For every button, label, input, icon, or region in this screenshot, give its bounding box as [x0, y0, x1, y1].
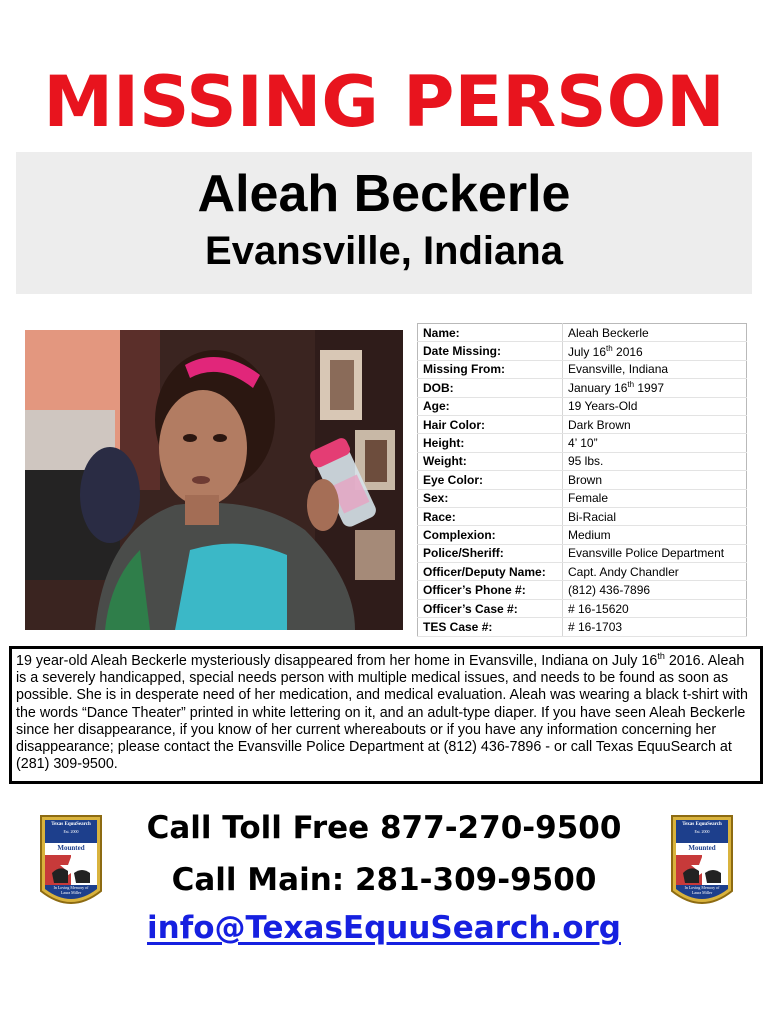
details-row	[418, 544, 747, 562]
detail-value-text: # 16-1703	[568, 619, 623, 634]
detail-value	[563, 507, 747, 525]
detail-value-text: Brown	[568, 472, 603, 487]
detail-value	[563, 379, 747, 397]
detail-value-text: 95 lbs.	[568, 454, 604, 469]
badge-mounted: Mounted	[688, 844, 716, 852]
detail-value	[563, 434, 747, 452]
description-box	[9, 646, 763, 784]
name-box	[16, 152, 752, 294]
detail-value	[563, 471, 747, 489]
detail-value-text: Capt. Andy Chandler	[568, 564, 679, 579]
detail-value-ordinal: th	[606, 343, 613, 353]
email-block	[0, 906, 768, 950]
details-row	[418, 415, 747, 433]
detail-value	[563, 581, 747, 599]
details-row	[418, 599, 747, 617]
badge-title: Texas EquuSearch	[682, 822, 722, 827]
detail-label: Race:	[418, 507, 563, 525]
detail-label: Eye Color:	[418, 471, 563, 489]
detail-label: Age:	[418, 397, 563, 415]
detail-label: Missing From:	[418, 360, 563, 378]
detail-value	[563, 544, 747, 562]
detail-label: Officer’s Phone #:	[418, 581, 563, 599]
description-text-part1: 19 year-old Aleah Beckerle mysteriously disappeared from her home in Evansville, Indiana on July 16	[16, 653, 658, 669]
headline: MISSING PERSON	[43, 61, 725, 143]
details-row	[418, 397, 747, 415]
badge-title: Texas EquuSearch	[51, 822, 91, 827]
detail-value-text: 19 Years-Old	[568, 399, 638, 414]
detail-label: DOB:	[418, 379, 563, 397]
email-link[interactable]: info@TexasEquuSearch.org	[147, 910, 621, 946]
detail-value	[563, 342, 747, 360]
details-row	[418, 489, 747, 507]
detail-label: Officer/Deputy Name:	[418, 563, 563, 581]
details-table	[417, 323, 747, 637]
detail-value-tail: 2016	[612, 344, 643, 359]
detail-value	[563, 618, 747, 636]
details-row	[418, 507, 747, 525]
toll-free-number: Call Toll Free 877-270-9500	[146, 810, 622, 846]
main-number: Call Main: 281-309-9500	[171, 862, 597, 898]
detail-value-text: 4’ 10”	[568, 436, 598, 451]
detail-label: Date Missing:	[418, 342, 563, 360]
badge-est: Est. 2000	[694, 829, 710, 834]
badge-est: Est. 2000	[63, 829, 79, 834]
detail-label: Police/Sheriff:	[418, 544, 563, 562]
detail-label: Sex:	[418, 489, 563, 507]
detail-value-text: January 16	[568, 381, 628, 396]
detail-label: Officer’s Case #:	[418, 599, 563, 617]
details-row	[418, 379, 747, 397]
detail-value-text: Dark Brown	[568, 417, 631, 432]
details-row	[418, 581, 747, 599]
person-photo-illustration	[25, 330, 403, 630]
details-row	[418, 618, 747, 636]
detail-value-text: Bi-Racial	[568, 509, 617, 524]
description-text-part2: 2016. Aleah is a severely handicapped, special needs person with multiple medical issues, and needs to be found as soon as possible. She is in desperate need of her medication, and medical evaluation. Aleah was wearing a black t-shirt with the words “Dance Theater” printed in white lettering on it, and an adult-type diaper. If you have seen Aleah Beckerle since her disappearance, if you know of her current whereabouts or if you have any information concerning her disappearance; please contact the Evansville Police Department at (812) 436-7896 - or call Texas EquuSearch at (281) 309-9500.	[16, 653, 748, 773]
description-ordinal: th	[657, 651, 665, 662]
badge-memory: In Loving Memory of Laura Miller	[684, 885, 720, 895]
detail-value-ordinal: th	[627, 380, 635, 390]
details-row	[418, 434, 747, 452]
detail-label: Complexion:	[418, 526, 563, 544]
detail-label: Weight:	[418, 452, 563, 470]
details-row	[418, 452, 747, 470]
badge-mounted: Mounted	[57, 844, 85, 852]
detail-value	[563, 563, 747, 581]
detail-value-text: Evansville Police Department	[568, 546, 725, 561]
details-row	[418, 563, 747, 581]
detail-value-text: July 16	[568, 344, 607, 359]
badge-memory: In Loving Memory of Laura Miller	[53, 885, 89, 895]
detail-value-text: Evansville, Indiana	[568, 362, 669, 377]
detail-value	[563, 360, 747, 378]
detail-value	[563, 324, 747, 342]
person-photo	[25, 330, 403, 630]
detail-value-text: (812) 436-7896	[568, 583, 651, 598]
details-row	[418, 471, 747, 489]
detail-label: Hair Color:	[418, 415, 563, 433]
person-name: Aleah Beckerle	[197, 165, 571, 223]
details-row	[418, 526, 747, 544]
detail-value-text: Aleah Beckerle	[568, 325, 649, 340]
detail-value-text: Female	[568, 491, 609, 506]
detail-value-text: Medium	[568, 527, 611, 542]
detail-label: Height:	[418, 434, 563, 452]
detail-value	[563, 599, 747, 617]
detail-value	[563, 526, 747, 544]
detail-label: TES Case #:	[418, 618, 563, 636]
detail-label: Name:	[418, 324, 563, 342]
detail-value-tail: 1997	[634, 381, 665, 396]
detail-value	[563, 452, 747, 470]
detail-value	[563, 415, 747, 433]
details-row	[418, 324, 747, 342]
details-row	[418, 360, 747, 378]
detail-value	[563, 489, 747, 507]
person-location: Evansville, Indiana	[205, 229, 563, 273]
details-row	[418, 342, 747, 360]
detail-value-text: # 16-15620	[568, 601, 629, 616]
detail-value	[563, 397, 747, 415]
